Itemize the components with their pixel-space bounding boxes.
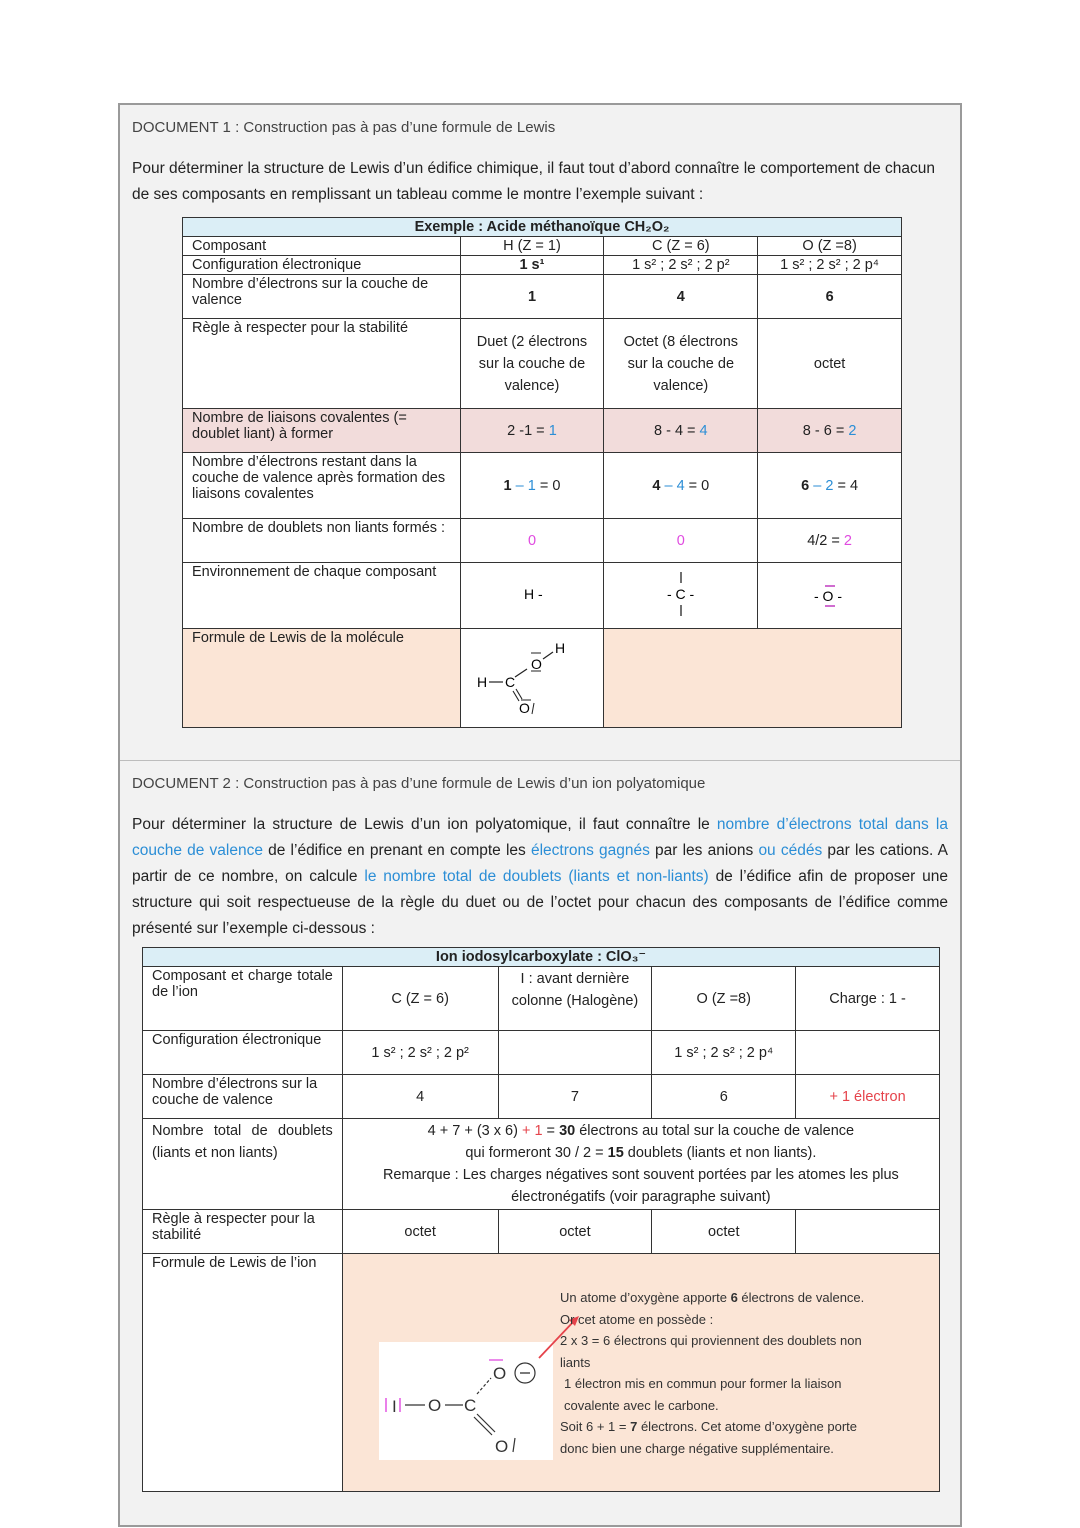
cell: 0 (604, 519, 758, 563)
value: 15 (607, 1145, 624, 1161)
row-label: Composant (183, 237, 461, 256)
doc2-intro (132, 812, 948, 942)
cell: Octet (8 électrons sur la couche de valence) (604, 319, 758, 409)
svg-text:- C -: - C - (666, 585, 695, 602)
cell: 1 s² ; 2 s² ; 2 p² (604, 256, 758, 275)
value: – 2 (809, 477, 834, 494)
row-label: Règle à respecter pour la stabilité (183, 319, 461, 409)
highlight: ou cédés (758, 842, 823, 859)
text: électrons au total sur la couche de valence (575, 1123, 855, 1139)
highlight: électrons gagnés (530, 842, 650, 859)
value: + 1 (521, 1123, 543, 1139)
value: 4 (699, 422, 708, 439)
h-single-bond-diagram (512, 582, 552, 606)
cell (604, 453, 758, 519)
svg-text:H -: H - (523, 585, 543, 602)
cell (758, 409, 902, 453)
cell (460, 409, 604, 453)
row-label: Nombre de doublets non liants formés : (183, 519, 461, 563)
cell: octet (498, 1210, 652, 1254)
text: = 0 (535, 477, 561, 494)
row-label: Nombre total de doublets (liants et non liants) (143, 1119, 343, 1210)
text: 2 -1 = (507, 422, 549, 439)
svg-text:C: C (504, 674, 515, 690)
note-line-4 (560, 1416, 880, 1459)
cell: 7 (498, 1075, 652, 1119)
total-line-1 (352, 1120, 930, 1142)
empty-cell (796, 1210, 940, 1254)
doc1-table (182, 217, 902, 728)
value: 1 (548, 422, 557, 439)
text: qui formeront 30 / 2 = (465, 1145, 608, 1161)
cell: octet (652, 1210, 796, 1254)
doc1-table-title: Exemple : Acide méthanoïque CH₂O₂ (183, 218, 902, 237)
svg-text:- O -: - O - (813, 587, 842, 604)
text: = (542, 1123, 560, 1139)
highlight: le nombre total de doublets (liants et non-liants) (364, 868, 709, 885)
text: électrons de valence. Or cet atome en possède : (560, 1290, 865, 1327)
o-environment (758, 563, 902, 629)
row-label: Nombre d’électrons sur la couche de valence (183, 275, 461, 319)
doc2-table-title: Ion iodosylcarboxylate : ClO₃⁻ (143, 948, 940, 967)
doc1-title: DOCUMENT 1 : Construction pas à pas d’une formule de Lewis (132, 119, 556, 136)
text: de l’édifice afin de proposer une structure qui soit respectueuse de la règle du duet ou de l’octet pour chacun des composants de l’édifice comme présenté sur l’exemple ci-dessous : (132, 868, 949, 937)
total-line-2 (352, 1142, 930, 1164)
empty-cell (796, 1031, 940, 1075)
svg-text:H: H (476, 674, 487, 690)
cell: I : avant dernière colonne (Halogène) (498, 967, 652, 1031)
cell: octet (342, 1210, 498, 1254)
text: doublets (liants et non liants). (623, 1145, 817, 1161)
cell: 6 (652, 1075, 796, 1119)
cell: C (Z = 6) (342, 967, 498, 1031)
doc2-title: DOCUMENT 2 : Construction pas à pas d’une formule de Lewis d’un ion polyatomique (132, 775, 706, 792)
note-line-2: 2 x 3 = 6 électrons qui proviennent des doublets non liants (560, 1333, 862, 1370)
cell: 4 (604, 275, 758, 319)
remark: Remarque : Les charges négatives sont souvent portées par les atomes les plus électronégatifs (voir paragraphe suivant) (382, 1167, 899, 1205)
c-environment (604, 563, 758, 629)
value: 2 (848, 422, 857, 439)
total-doublets-cell (342, 1119, 939, 1210)
doc1-intro: Pour déterminer la structure de Lewis d’un édifice chimique, il faut tout d’abord connaître le comportement de chacun de ses composants en remplissant un tableau comme le montre l’exemple suivant : (132, 160, 935, 203)
text: 8 - 4 = (654, 422, 700, 439)
cell: 1 (460, 275, 604, 319)
row-label: Nombre d’électrons restant dans la couche de valence après formation des liaisons covalentes (183, 453, 461, 519)
cell: 1 s² ; 2 s² ; 2 p⁴ (652, 1031, 796, 1075)
row-label: Configuration électronique (183, 256, 461, 275)
document-frame (118, 103, 962, 1527)
row-label: Composant et charge totale de l’ion (143, 967, 343, 1031)
svg-text:I: I (391, 1397, 397, 1416)
cell: 1 s¹ (460, 256, 604, 275)
text: 6 (801, 477, 810, 494)
o-two-bonds-diagram (808, 574, 852, 614)
svg-text:O: O (427, 1396, 441, 1415)
text: 4 + 7 + (3 x 6) (427, 1123, 522, 1139)
svg-text:O: O (530, 656, 542, 672)
cell (460, 453, 604, 519)
cell: Duet (2 électrons sur la couche de valence) (460, 319, 604, 409)
value: 30 (559, 1123, 576, 1139)
svg-text:H: H (554, 640, 565, 656)
text: par les anions (649, 842, 759, 859)
methanoic-acid-lewis-diagram (461, 629, 581, 723)
row-label: Configuration électronique (143, 1031, 343, 1075)
note-line-1 (560, 1287, 880, 1330)
empty-cell (498, 1031, 652, 1075)
cell: 6 (758, 275, 902, 319)
row-label: Règle à respecter pour la stabilité (143, 1210, 343, 1254)
cell: H (Z = 1) (460, 237, 604, 256)
text: Soit 6 + 1 = (560, 1419, 631, 1434)
row-label: Nombre de liaisons covalentes (= doublet liant) à former (183, 409, 461, 453)
oxygen-charge-note (560, 1287, 880, 1459)
text: 1 (503, 477, 512, 494)
svg-text:O: O (492, 1364, 506, 1383)
text: 4/2 = (807, 532, 844, 549)
note-line-3: 1 électron mis en commun pour former la liaison covalente avec le carbone. (564, 1376, 842, 1413)
text: de l’édifice en prenant en compte les (262, 842, 531, 859)
cell: 1 s² ; 2 s² ; 2 p⁴ (758, 256, 902, 275)
value: 6 (730, 1290, 738, 1305)
cell: Charge : 1 - (796, 967, 940, 1031)
value: 2 (843, 532, 852, 549)
text: = 4 (833, 477, 859, 494)
cell: 0 (460, 519, 604, 563)
cell: O (Z =8) (758, 237, 902, 256)
cell: C (Z = 6) (604, 237, 758, 256)
cell: O (Z =8) (652, 967, 796, 1031)
text: par les cations. A partir de ce nombre, on calcule (132, 842, 949, 885)
text: électrons. Cet atome d’oxygène porte donc bien une charge négative supplémentaire. (560, 1419, 858, 1456)
lewis-molecule-cell (460, 629, 604, 728)
c-four-bonds-diagram (661, 566, 701, 622)
value: 7 (630, 1419, 638, 1434)
svg-text:O: O (518, 700, 530, 716)
row-label: Nombre d’électrons sur la couche de valence (143, 1075, 343, 1119)
row-label: Environnement de chaque composant (183, 563, 461, 629)
row-label: Formule de Lewis de la molécule (183, 629, 461, 728)
empty-cell (604, 629, 902, 728)
cell: octet (758, 319, 902, 409)
text: 8 - 6 = (802, 422, 849, 439)
cell (604, 409, 758, 453)
text: Un atome d’oxygène apporte (560, 1290, 731, 1305)
cell: + 1 électron (796, 1075, 940, 1119)
text: Pour déterminer la structure de Lewis d’un ion polyatomique, il faut connaître le (132, 816, 717, 833)
highlight: nombre d’électrons total dans la couche de valence (132, 816, 948, 859)
text: 4 (652, 477, 661, 494)
svg-text:C: C (463, 1396, 477, 1415)
cell: 4 (342, 1075, 498, 1119)
svg-text:O: O (494, 1437, 508, 1456)
row-label: Formule de Lewis de l’ion (143, 1254, 343, 1492)
h-environment (460, 563, 604, 629)
text: = 0 (684, 477, 710, 494)
value: – 1 (511, 477, 536, 494)
cell: 1 s² ; 2 s² ; 2 p² (342, 1031, 498, 1075)
cell (758, 453, 902, 519)
value: – 4 (660, 477, 685, 494)
cell (758, 519, 902, 563)
